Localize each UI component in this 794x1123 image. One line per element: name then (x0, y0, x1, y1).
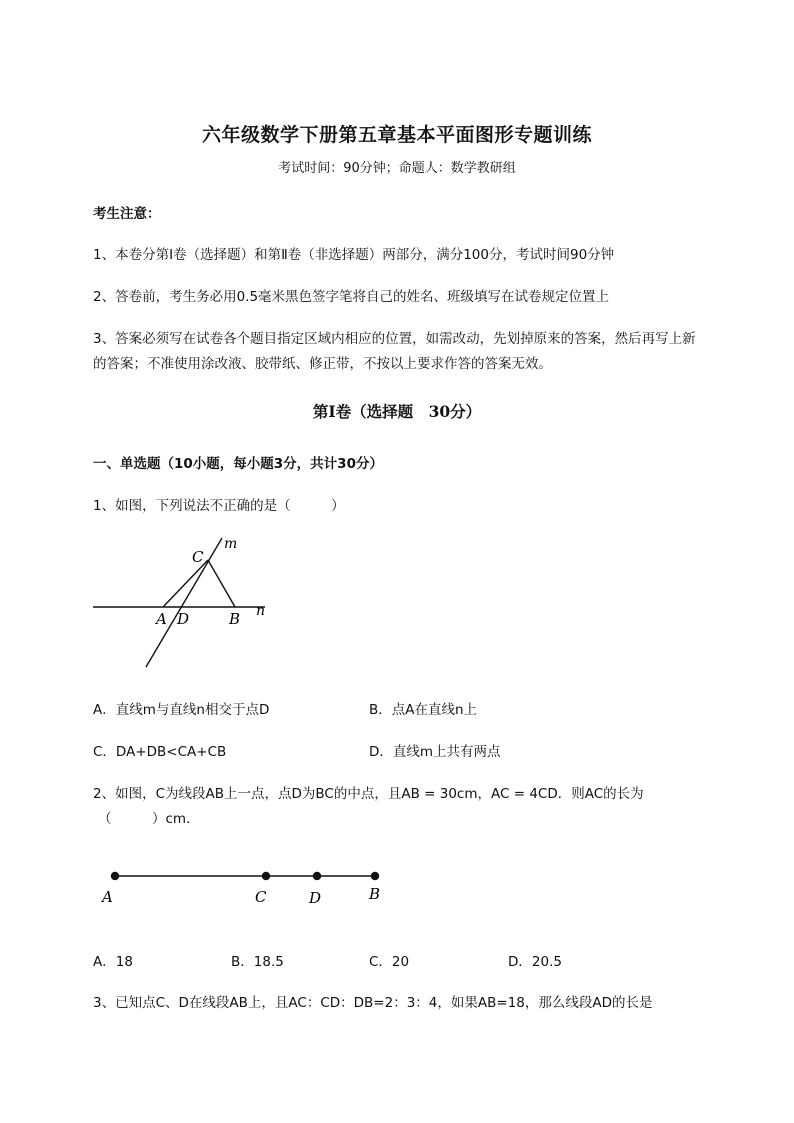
q2-stem-line2: （ ）cm． (98, 811, 200, 827)
q1-stem: 1、如图，下列说法不正确的是（ ） (93, 498, 345, 514)
label-n: n (256, 603, 266, 619)
q1-option-d[interactable]: D．直线m上共有两点 (369, 744, 501, 760)
label-b: B (369, 885, 381, 903)
point-c (262, 872, 270, 880)
label-m: m (224, 536, 238, 552)
q3-stem: 3、已知点C、D在线段AB上，且AC：CD：DB=2：3：4，如果AB=18，那么线段AD的长是 (93, 995, 653, 1011)
point-b (371, 872, 379, 880)
q1-option-b[interactable]: B．点A在直线n上 (369, 702, 478, 718)
notice-item-1: 1、本卷分第I卷（选择题）和第Ⅱ卷（非选择题）两部分，满分100分，考试时间90分钟 (93, 247, 615, 263)
label-d: D (309, 889, 322, 907)
point-a (111, 872, 119, 880)
notice-item-3: 3、答案必须写在试卷各个题目指定区域内相应的位置，如需改动，先划掉原来的答案，然后再写上新 (93, 331, 696, 347)
point-d (313, 872, 321, 880)
notice-item-2: 2、答卷前，考生务必用0.5毫米黑色签字笔将自己的姓名、班级填写在试卷规定位置上 (93, 289, 610, 305)
label-c: C (255, 888, 267, 906)
q1-option-c[interactable]: C．DA+DB<CA+CB (93, 744, 227, 760)
q1-option-a[interactable]: A．直线m与直线n相交于点D (93, 702, 270, 718)
label-a: A (156, 610, 167, 628)
q2-option-d[interactable]: D．20.5 (508, 954, 562, 970)
exam-subtitle: 考试时间：90分钟；命题人：数学教研组 (278, 161, 516, 176)
q1-figure (85, 530, 285, 675)
q2-option-b[interactable]: B．18.5 (231, 954, 284, 970)
label-b: B (229, 610, 241, 628)
segment-cb (208, 560, 235, 607)
page-title: 六年级数学下册第五章基本平面图形专题训练 (201, 124, 592, 146)
notice-heading: 考生注意： (93, 206, 161, 222)
part-heading: 一、单选题（10小题，每小题3分，共计30分） (93, 456, 383, 472)
q2-option-a[interactable]: A．18 (93, 954, 133, 970)
label-d: D (177, 610, 190, 628)
label-c: C (192, 548, 204, 566)
section-title: 第I卷（选择题 30分） (312, 402, 482, 421)
q2-stem-line1: 2、如图，C为线段AB上一点，点D为BC的中点，且AB = 30cm，AC = 4CD．则AC的长为 (93, 786, 644, 802)
label-a: A (102, 888, 113, 906)
q2-option-c[interactable]: C．20 (369, 954, 410, 970)
line-m (146, 538, 222, 667)
q2-figure (95, 860, 395, 910)
notice-item-3-cont: 的答案；不准使用涂改液、胶带纸、修正带，不按以上要求作答的答案无效。 (93, 356, 552, 372)
